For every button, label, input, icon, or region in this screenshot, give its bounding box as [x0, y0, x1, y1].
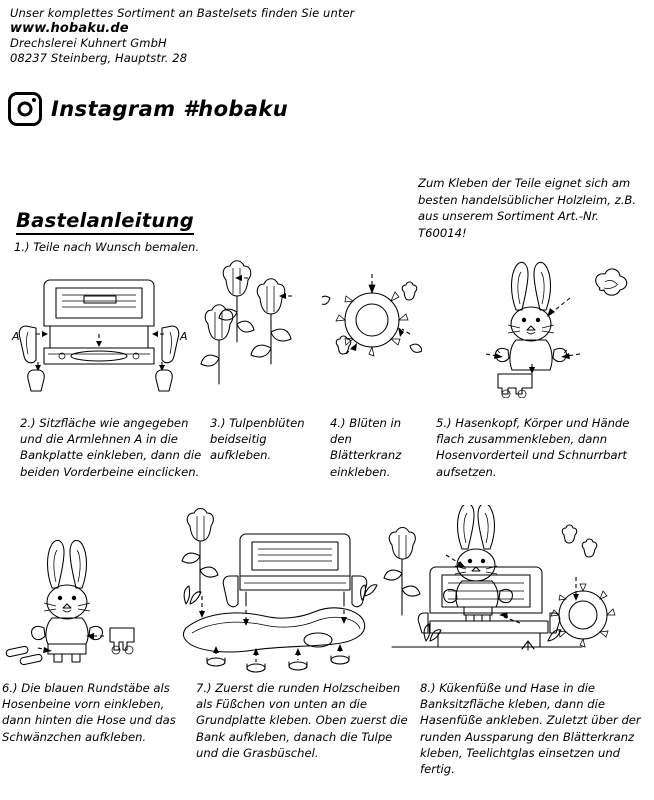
step-2-caption: 2.) Sitzfläche wie angegeben und die Armlehnen A in die Bankplatte einkleben, dann die beiden Vorderbeine einclicken. — [20, 416, 202, 479]
instagram-row[interactable] — [8, 92, 288, 126]
step-1-text: 1.) Teile nach Wunsch bemalen. — [14, 240, 200, 254]
company-header — [10, 6, 430, 66]
figure-base-plate-bench — [168, 500, 388, 675]
figure-tulips — [196, 258, 312, 403]
header-address: 08237 Steinberg, Hauptstr. 28 — [10, 51, 188, 65]
step-4-caption: 4.) Blüten in den Blätterkranz einkleben. — [330, 416, 402, 479]
figure-wreath — [322, 268, 422, 378]
figure-bunny-legs — [4, 540, 164, 670]
step-8-caption-main: 8.) Kükenfüße und Hase in die Banksitzfläche kleben, dann die Hasenfüße ankleben. — [420, 681, 605, 728]
figure-label-a-right: A — [180, 330, 188, 343]
step-6-caption: 6.) Die blauen Rundstäbe als Hosenbeine vorn einkleben, dann hinten die Hose und das Schwänzchen aufkleben. — [2, 681, 176, 744]
figure-final-scene — [378, 505, 618, 675]
step-3-caption: 3.) Tulpenblüten beidseitig aufkleben. — [210, 416, 305, 463]
figure-label-a-left: A — [12, 330, 20, 343]
step-8-caption-extra: Zuletzt über der runden Aussparung den Blätterkranz kleben, Teelichtglas einsetzen und fertig. — [420, 713, 641, 777]
step-5-caption: 5.) Hasenkopf, Körper und Hände flach zusammenkleben, dann Hosenvorderteil und Schnurrbart aufsetzen. — [436, 416, 630, 479]
page-title: Bastelanleitung — [16, 209, 194, 235]
figure-bunny-assembly — [450, 258, 640, 398]
instagram-handle: Instagram #hobaku — [51, 97, 289, 121]
step-7-caption: 7.) Zuerst die runden Holzscheiben als Füßchen von unten an die Grundplatte kleben. Oben zuerst die Bank aufkleben, danach die Tulpe und die Grasbüschel. — [196, 681, 408, 760]
header-line-1: Unser komplettes Sortiment an Bastelsets finden Sie unter — [10, 6, 355, 20]
figure-bench-parts — [10, 262, 190, 394]
glue-note: Zum Kleben der Teile eignet sich am besten handelsüblicher Holzleim, z.B. aus unserem Sortiment Art.-Nr. T60014! — [418, 176, 637, 240]
header-website[interactable]: www.hobaku.de — [10, 21, 129, 36]
header-company: Drechslerei Kuhnert GmbH — [10, 36, 167, 50]
step-8-caption — [420, 680, 652, 777]
instagram-icon — [8, 92, 42, 126]
